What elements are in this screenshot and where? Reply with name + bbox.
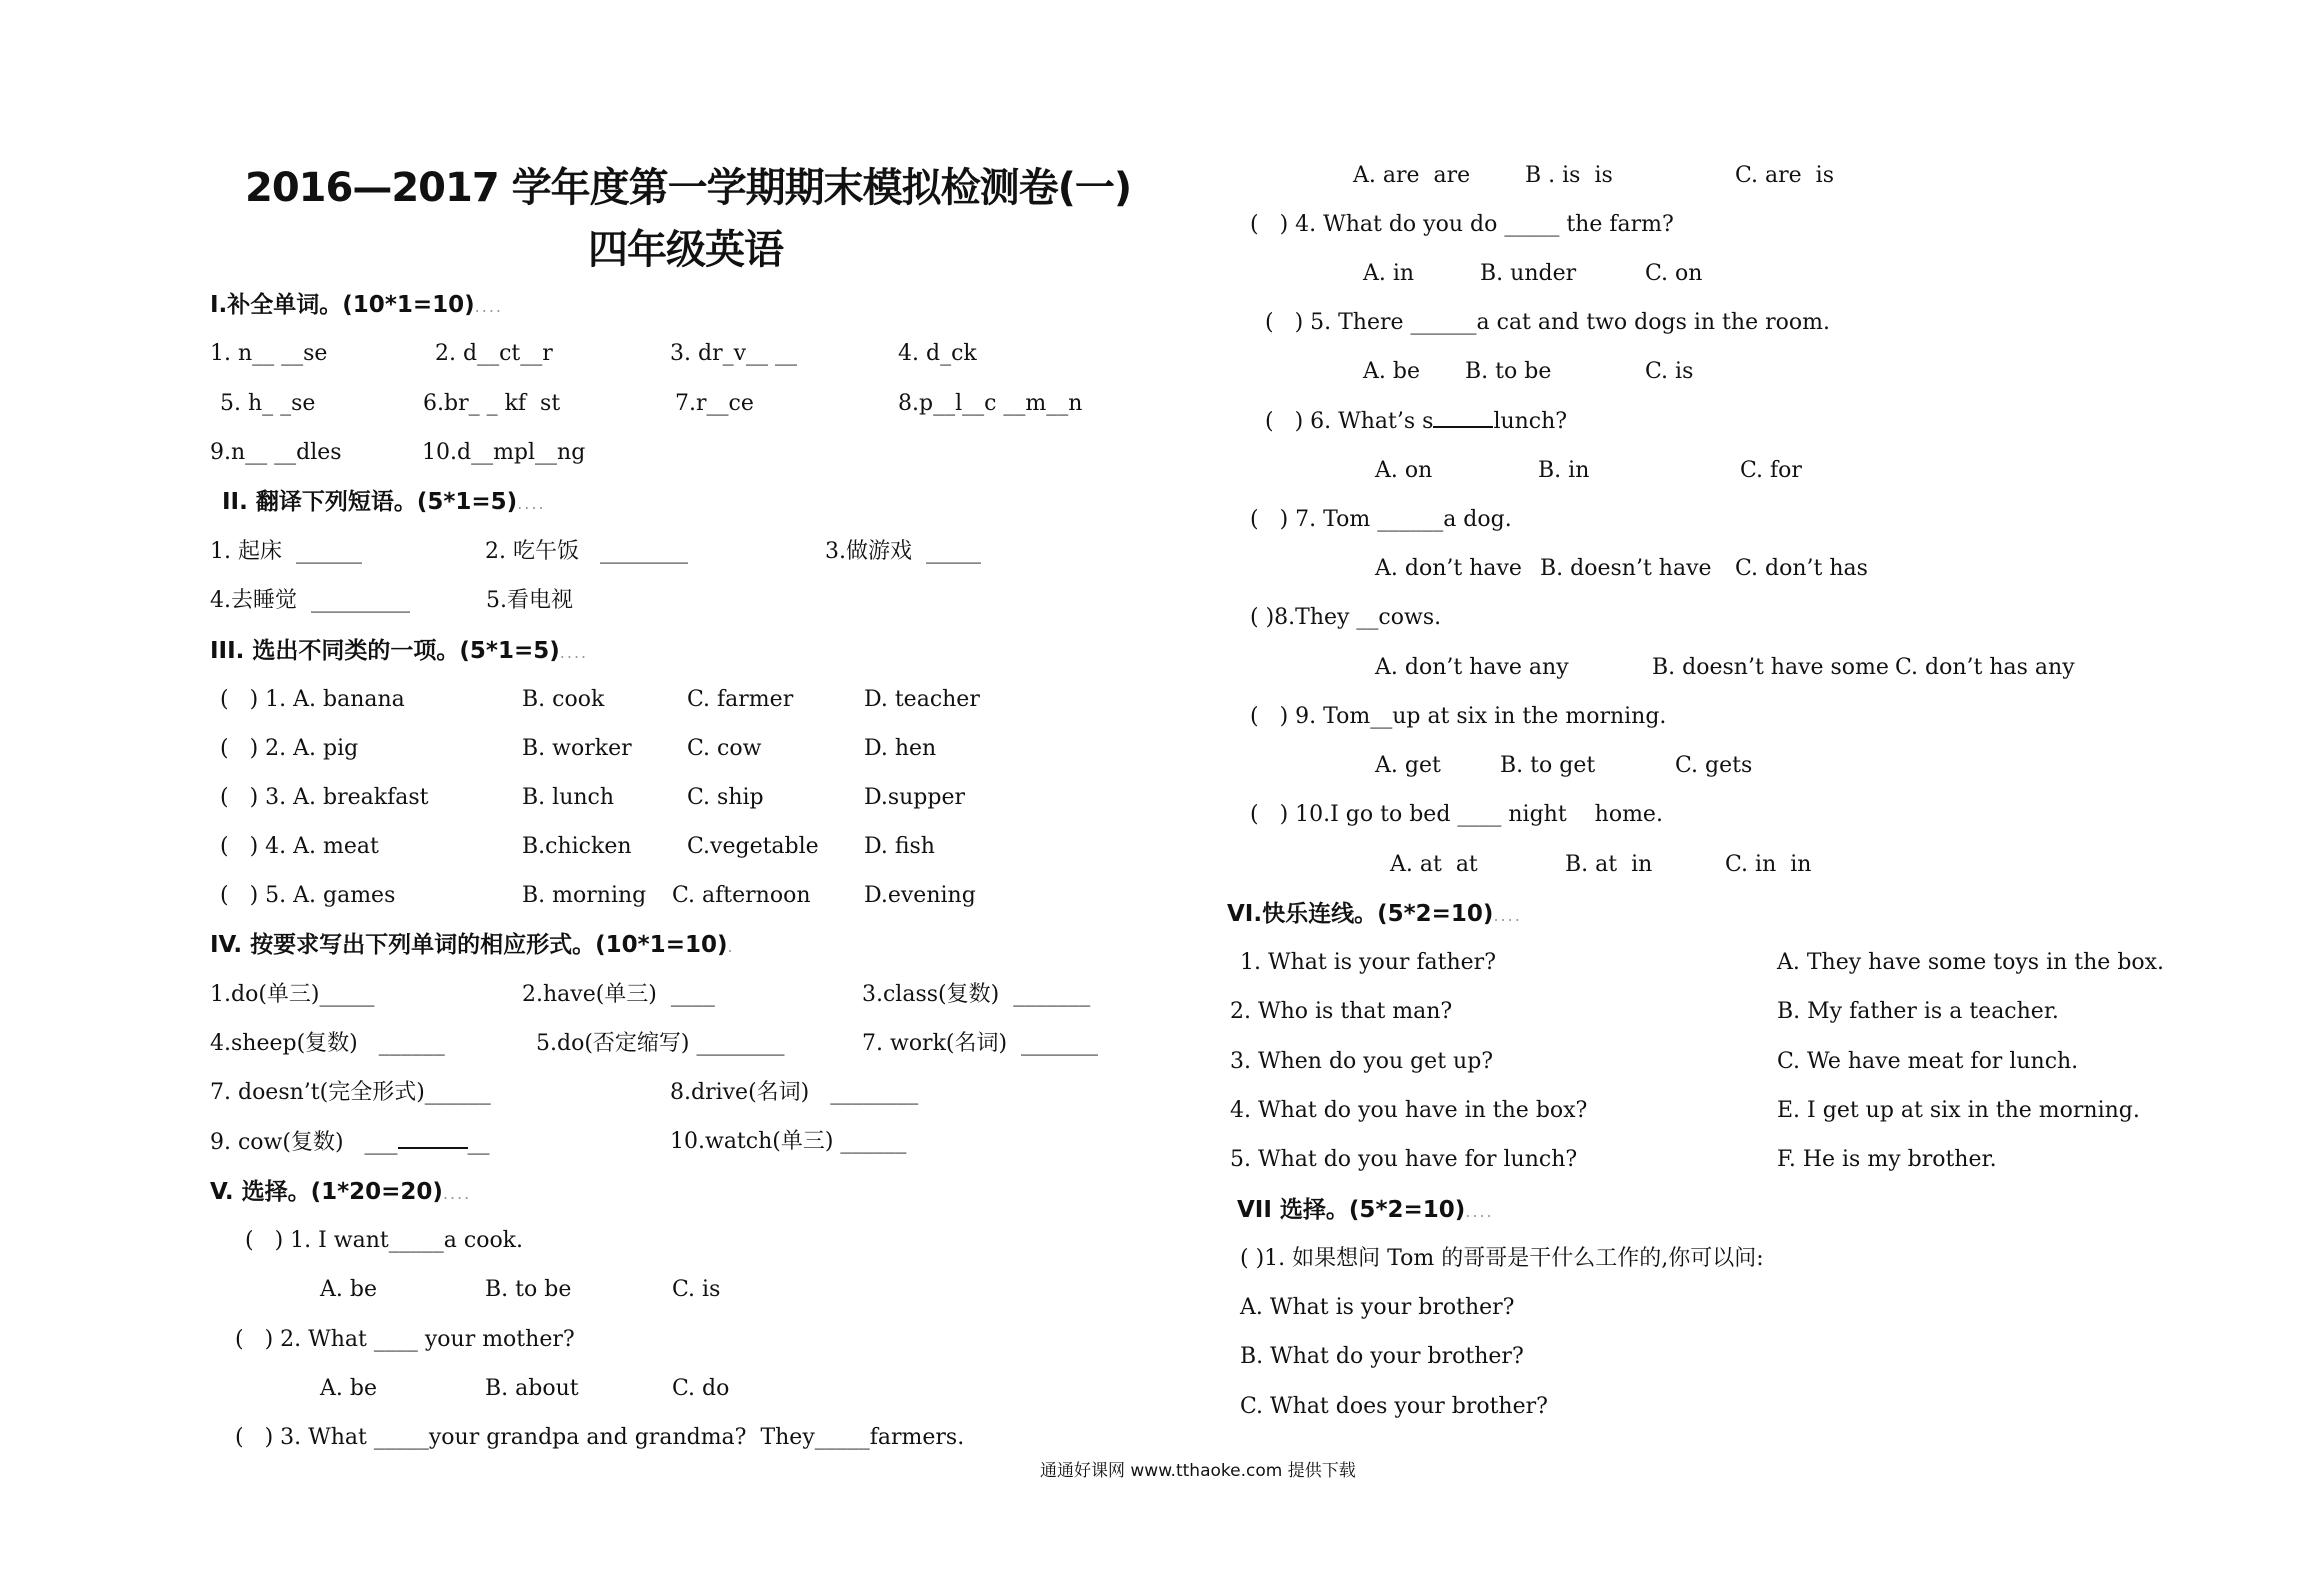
phrase-item: 1. 起床 ______ <box>210 539 362 564</box>
word-form-item: 4.sheep(复数) ______ <box>210 1031 445 1056</box>
mc-option: B. to be <box>1465 359 1552 384</box>
mc-option: A. don’t have any <box>1375 655 1569 680</box>
mc-option: B. doesn’t have some <box>1652 655 1889 680</box>
choice-option: B. morning <box>522 883 647 908</box>
choice-option: C. ship <box>687 785 764 810</box>
mc-question: ( ) 3. What _____your grandpa and grandma? They_____farmers. <box>235 1425 965 1450</box>
mc-option: C. don’t has <box>1735 556 1868 581</box>
phrase-item: 2. 吃午饭 ________ <box>485 539 688 564</box>
mc-question: ( ) 10.I go to bed ____ night home. <box>1250 802 1663 827</box>
mc-option: C. What does your brother? <box>1240 1394 1548 1419</box>
mc-question: ( )8.They __cows. <box>1250 605 1442 630</box>
word-item: 1. n__ __se <box>210 341 328 366</box>
section-6-heading: VI.快乐连线。(5*2=10).... <box>1227 901 1522 927</box>
word-item: 2. d__ct__r <box>435 341 553 366</box>
word-item: 7.r__ce <box>675 391 754 416</box>
choice-question: ( ) 1. A. banana <box>220 687 405 712</box>
mc-option: C. on <box>1645 261 1703 286</box>
choice-option: D. hen <box>864 736 937 761</box>
section-5-heading: V. 选择。(1*20=20).... <box>210 1179 472 1205</box>
match-question: 5. What do you have for lunch? <box>1230 1147 1578 1172</box>
mc-option: C. in in <box>1725 852 1812 877</box>
mc-option: B. about <box>485 1376 579 1401</box>
choice-option: D. fish <box>864 834 935 859</box>
mc-question: ( ) 9. Tom__up at six in the morning. <box>1250 704 1667 729</box>
mc-option: A. be <box>320 1376 377 1401</box>
choice-option: D. teacher <box>864 687 980 712</box>
mc-question: ( ) 1. I want_____a cook. <box>245 1228 524 1253</box>
choice-option: B.chicken <box>522 834 632 859</box>
choice-question: ( ) 2. A. pig <box>220 736 359 761</box>
word-item: 6.br_ _ kf st <box>423 391 561 416</box>
match-answer: C. We have meat for lunch. <box>1777 1049 2079 1074</box>
word-form-item: 5.do(否定缩写) ________ <box>536 1031 785 1056</box>
mc-option: A. get <box>1375 753 1441 778</box>
word-item: 8.p__l__c __m__n <box>898 391 1083 416</box>
mc-option: A. at at <box>1390 852 1478 877</box>
page-title: 2016—2017 学年度第一学期期末模拟检测卷(一) <box>245 165 1132 211</box>
mc-option: A. are are <box>1353 163 1471 188</box>
match-answer: E. I get up at six in the morning. <box>1777 1098 2140 1123</box>
match-question: 3. When do you get up? <box>1230 1049 1494 1074</box>
mc-question: ( ) 7. Tom ______a dog. <box>1250 507 1512 532</box>
word-form-item: 3.class(复数) _______ <box>862 982 1091 1007</box>
word-form-item: 2.have(单三) ____ <box>522 982 715 1007</box>
mc-option: B. to get <box>1500 753 1596 778</box>
phrase-item: 3.做游戏 _____ <box>825 539 981 564</box>
mc-option: C. for <box>1740 458 1802 483</box>
mc-option: B. in <box>1538 458 1590 483</box>
word-form-item: 7. doesn’t(完全形式)______ <box>210 1080 491 1105</box>
section-4-heading: IV. 按要求写出下列单词的相应形式。(10*1=10). <box>210 932 735 958</box>
choice-option: C. cow <box>687 736 762 761</box>
mc-option: C. gets <box>1675 753 1753 778</box>
mc-option: A. don’t have <box>1375 556 1522 581</box>
choice-option: C. afternoon <box>672 883 811 908</box>
mc-option: B . is is <box>1525 163 1613 188</box>
mc-option: C. do <box>672 1376 730 1401</box>
choice-option: D.supper <box>864 785 966 810</box>
mc-option: B. What do your brother? <box>1240 1344 1524 1369</box>
word-form-item: 7. work(名词) _______ <box>862 1031 1099 1056</box>
mc-option: A. be <box>320 1277 377 1302</box>
mc-option: C. don’t has any <box>1895 655 2075 680</box>
mc-option: A. What is your brother? <box>1240 1295 1515 1320</box>
choice-option: D.evening <box>864 883 976 908</box>
word-form-item: 8.drive(名词) ________ <box>670 1080 919 1105</box>
choice-option: B. cook <box>522 687 605 712</box>
mc-option: C. are is <box>1735 163 1834 188</box>
choice-question: ( ) 3. A. breakfast <box>220 785 429 810</box>
choice-option: C. farmer <box>687 687 794 712</box>
match-answer: F. He is my brother. <box>1777 1147 1997 1172</box>
word-form-item: 10.watch(单三) ______ <box>670 1129 907 1154</box>
match-answer: A. They have some toys in the box. <box>1777 950 2165 975</box>
mc-option: B. at in <box>1565 852 1653 877</box>
choice-option: B. worker <box>522 736 632 761</box>
word-form-item: 9. cow(复数) ___ __ <box>210 1127 490 1158</box>
phrase-item: 4.去睡觉 _________ <box>210 588 410 613</box>
mc-option: A. in <box>1363 261 1415 286</box>
choice-question: ( ) 4. A. meat <box>220 834 379 859</box>
mc-question: ( ) 5. There ______a cat and two dogs in the room. <box>1265 310 1830 335</box>
word-form-item: 1.do(单三)_____ <box>210 982 375 1007</box>
mc-question: ( ) 6. What’s s lunch? <box>1265 406 1567 437</box>
section-2-heading: II. 翻译下列短语。(5*1=5).... <box>222 489 546 515</box>
mc-option: C. is <box>672 1277 721 1302</box>
word-item: 3. dr_v__ __ <box>670 341 798 366</box>
footer-credit: 通通好课网 www.tthaoke.com 提供下载 <box>1040 1461 1356 1481</box>
choice-option: B. lunch <box>522 785 615 810</box>
section-1-heading: I.补全单词。(10*1=10).... <box>210 292 503 318</box>
choice-question: ( ) 5. A. games <box>220 883 396 908</box>
word-item: 5. h_ _se <box>220 391 316 416</box>
mc-option: A. be <box>1363 359 1420 384</box>
mc-option: B. to be <box>485 1277 572 1302</box>
mc-question: ( ) 2. What ____ your mother? <box>235 1327 575 1352</box>
match-question: 1. What is your father? <box>1240 950 1496 975</box>
section-3-heading: III. 选出不同类的一项。(5*1=5).... <box>210 638 589 664</box>
word-item: 9.n__ __dles <box>210 440 342 465</box>
match-answer: B. My father is a teacher. <box>1777 999 2059 1024</box>
word-item: 10.d__mpl__ng <box>422 440 586 465</box>
choice-option: C.vegetable <box>687 834 819 859</box>
mc-question: ( )1. 如果想问 Tom 的哥哥是干什么工作的,你可以问: <box>1240 1246 1764 1271</box>
word-item: 4. d_ck <box>898 341 977 366</box>
page-subtitle: 四年级英语 <box>588 227 783 273</box>
match-question: 4. What do you have in the box? <box>1230 1098 1588 1123</box>
mc-option: A. on <box>1375 458 1433 483</box>
mc-option: B. under <box>1480 261 1577 286</box>
phrase-item: 5.看电视 <box>486 588 573 613</box>
section-7-heading: VII 选择。(5*2=10).... <box>1237 1197 1494 1223</box>
mc-question: ( ) 4. What do you do _____ the farm? <box>1250 212 1674 237</box>
mc-option: C. is <box>1645 359 1694 384</box>
mc-option: B. doesn’t have <box>1540 556 1712 581</box>
match-question: 2. Who is that man? <box>1230 999 1453 1024</box>
